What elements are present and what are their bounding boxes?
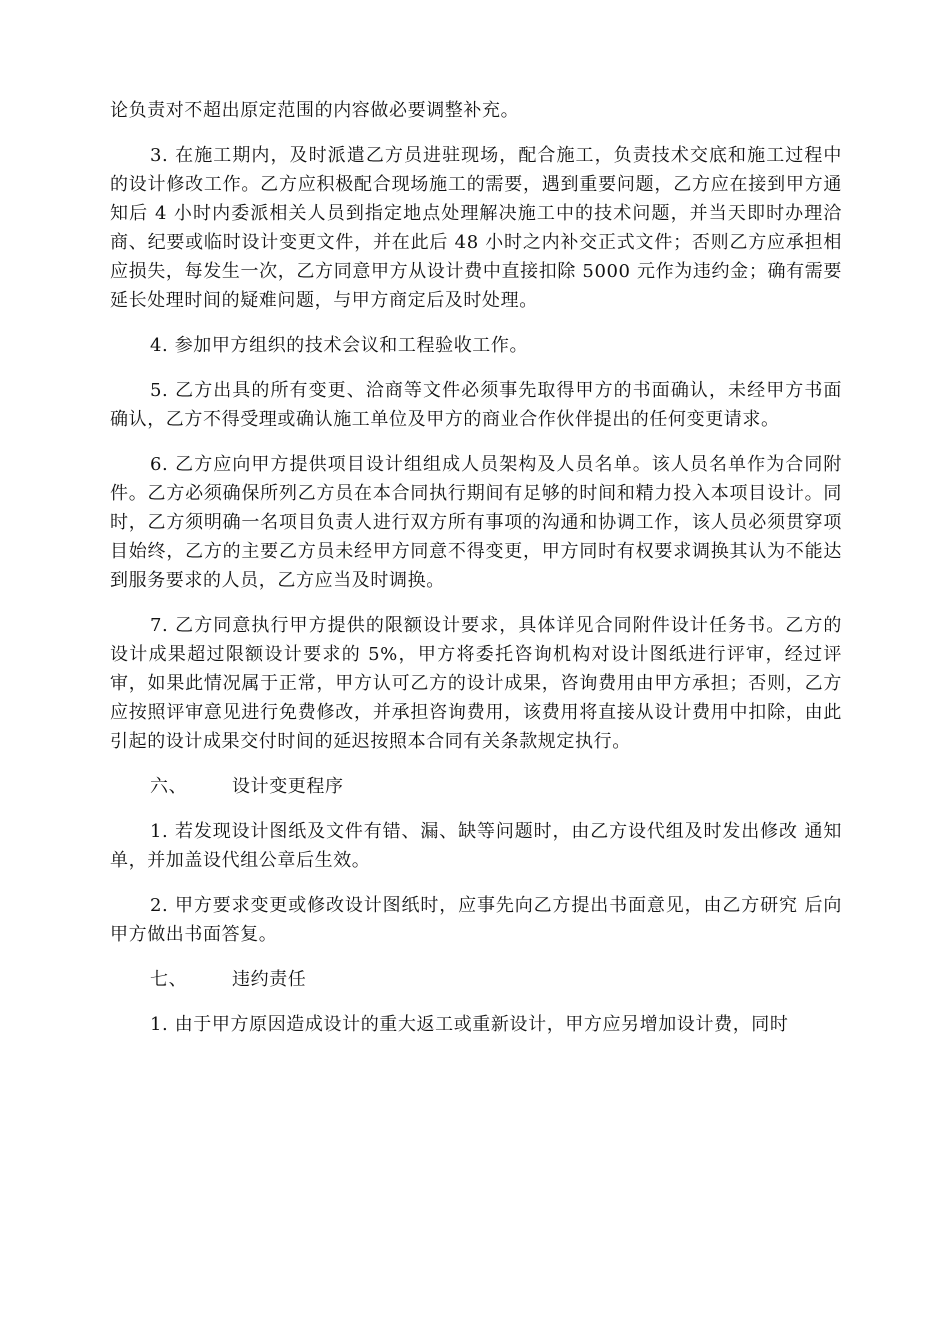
paragraph-continuation: 论负责对不超出原定范围的内容做必要调整补充。: [110, 100, 520, 121]
clause-3: 3. 在施工期内，及时派遣乙方员进驻现场，配合施工，负责技术交底和施工过程中的设计修改工作。乙方应积极配合现场施工的需要，遇到重要问题，乙方应在接到甲方通知后 4 小时内委派相关人员到指定地点处理解决施工中的技术问题，并当天即时办理洽商、纪要或临时设计变更文件，并在此后 48 小时之内补交正式文件；否则乙方应承担相应损失，每发生一次，乙方同意甲方从设计费中直接扣除 5000 元作为违约金；确有需要延长处理时间的疑难问题，与甲方商定后及时处理。: [110, 145, 842, 311]
clause-4: 4. 参加甲方组织的技术会议和工程验收工作。: [150, 335, 529, 356]
section-7-number: 七、: [150, 969, 188, 990]
section-7-item-1: 1. 由于甲方原因造成设计的重大返工或重新设计，甲方应另增加设计费，同时: [150, 1014, 789, 1035]
section-7-title: 违约责任: [232, 969, 307, 990]
clause-6: 6. 乙方应向甲方提供项目设计组组成人员架构及人员名单。该人员名单作为合同附件。乙方必须确保所列乙方员在本合同执行期间有足够的时间和精力投入本项目设计。同时，乙方须明确一名项目负责人进行双方所有事项的沟通和协调工作，该人员必须贯穿项目始终，乙方的主要乙方员未经甲方同意不得变更，甲方同时有权要求调换其认为不能达到服务要求的人员，乙方应当及时调换。: [110, 454, 842, 591]
section-6-item-2: 2. 甲方要求变更或修改设计图纸时，应事先向乙方提出书面意见，由乙方研究 后向甲方做出书面答复。: [110, 895, 842, 945]
section-7-heading: [110, 965, 842, 994]
document-page: [110, 96, 842, 1055]
section-6-item-1: 1. 若发现设计图纸及文件有错、漏、缺等问题时，由乙方设代组及时发出修改 通知单，并加盖设代组公章后生效。: [110, 821, 842, 871]
clause-5: 5. 乙方出具的所有变更、洽商等文件必须事先取得甲方的书面确认，未经甲方书面确认，乙方不得受理或确认施工单位及甲方的商业合作伙伴提出的任何变更请求。: [110, 380, 842, 430]
clause-7: 7. 乙方同意执行甲方提供的限额设计要求，具体详见合同附件设计任务书。乙方的设计成果超过限额设计要求的 5%，甲方将委托咨询机构对设计图纸进行评审，经过评审，如果此情况属于正常，甲方认可乙方的设计成果，咨询费用由甲方承担；否则，乙方应按照评审意见进行免费修改，并承担咨询费用，该费用将直接从设计费用中扣除，由此引起的设计成果交付时间的延迟按照本合同有关条款规定执行。: [110, 615, 842, 752]
section-6-title: 设计变更程序: [232, 776, 344, 797]
section-6-heading: [110, 772, 842, 801]
section-6-number: 六、: [150, 776, 188, 797]
